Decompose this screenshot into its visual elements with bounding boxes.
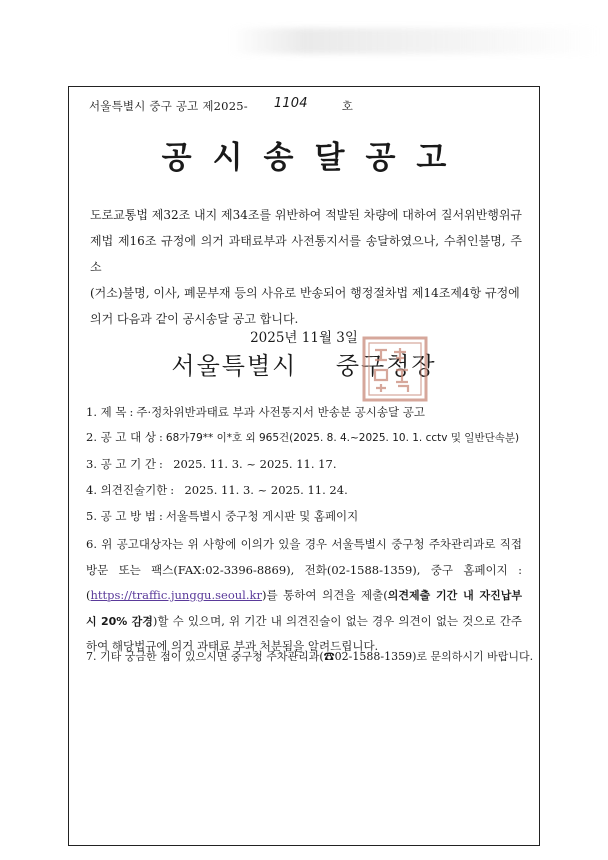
handwritten-notice-number: 1104 xyxy=(273,96,308,111)
item-value: 2025. 11. 3. ~ 2025. 11. 17. xyxy=(173,457,337,471)
scan-smudge xyxy=(230,28,600,54)
list-item: 5. 공 고 방 법 : 서울특별시 중구청 게시판 및 홈페이지 xyxy=(86,509,359,523)
item-value: 서울특별시 중구청 게시판 및 홈페이지 xyxy=(165,509,359,523)
reduction-note: 의견제출 기간 내 자진납부 시 20% 감경 xyxy=(86,589,523,628)
notice-suffix: 호 xyxy=(341,99,354,113)
intro-line: 의거 다음과 같이 공시송달 공고 합니다. xyxy=(90,312,299,326)
notice-number-line xyxy=(89,98,353,114)
homepage-link[interactable]: https://traffic.junggu.seoul.kr xyxy=(90,588,262,602)
intro-line: 제법 제16조 규정에 의거 과태료부과 사전통지서를 송달하였으나, 수취인불명, 주소 xyxy=(90,234,522,274)
intro-line: (거소)불명, 이사, 폐문부재 등의 사유로 반송되어 행정절차법 제14조제4항 규정에 xyxy=(90,286,520,300)
item-value: 주·정차위반과태료 부과 사전통지서 반송분 공시송달 공고 xyxy=(136,405,425,419)
intro-paragraph xyxy=(90,202,522,332)
item-label: 4. 의견진술기한 xyxy=(86,483,168,497)
item-label: 5. 공 고 방 법 xyxy=(86,509,157,523)
intro-line: 도로교통법 제32조 내지 제34조를 위반하여 적발된 차량에 대하여 질서위반행위규 xyxy=(90,208,523,222)
list-item: 1. 제 목 : 주·정차위반과태료 부과 사전통지서 반송분 공시송달 공고 xyxy=(86,405,425,419)
list-item: 7. 기타 궁금한 점이 있으시면 중구청 주차관리과(☎02-1588-1359)로 문의하시기 바랍니다. xyxy=(86,650,534,663)
item6-text: )를 통하여 의견을 제출( xyxy=(261,588,388,602)
notice-prefix: 서울특별시 중구 공고 제2025- xyxy=(89,99,248,113)
item-label: 2. 공 고 대 상 xyxy=(86,430,157,444)
issuer-title: 중구청장 xyxy=(335,352,437,380)
document-title: 공시송달공고 xyxy=(161,140,468,176)
list-item: 3. 공 고 기 간 : 2025. 11. 3. ~ 2025. 11. 17. xyxy=(86,457,337,471)
issuer-name xyxy=(68,346,540,381)
list-item: 4. 의견진술기한 : 2025. 11. 3. ~ 2025. 11. 24. xyxy=(86,483,348,497)
item-label: 3. 공 고 기 간 xyxy=(86,457,157,471)
item-value: 68가79** 이*호 외 965건(2025. 8. 4.~2025. 10. 1. cctv 및 일반단속분) xyxy=(165,432,520,444)
item-label: 1. 제 목 xyxy=(86,405,127,419)
issuer-city: 서울특별시 xyxy=(171,352,298,380)
item6-text: 6. 위 공고대상자는 위 사항에 이의가 있을 경우 서울특별시 중구청 주차관리과로 직접방문 또는 팩스(FAX:02-3396-8869), 전화(02-1588-1359), 중구 홈페이지 : ( xyxy=(86,537,522,602)
list-item xyxy=(86,532,522,660)
item6-text: )할 수 있으며, 위 기간 내 의견진술이 없는 경우 의견이 없는 것으로 간주하여 해당법규에 의거 과태료 부과 처분됨을 알려드립니다. xyxy=(86,613,522,653)
notice-date: 2025년 11월 3일 xyxy=(250,330,358,346)
list-item: 2. 공 고 대 상 : 68가79** 이*호 외 965건(2025. 8. 4.~2025. 10. 1. cctv 및 일반단속분) xyxy=(86,430,520,444)
official-seal-icon xyxy=(360,334,430,404)
item-value: 2025. 11. 3. ~ 2025. 11. 24. xyxy=(184,483,348,497)
